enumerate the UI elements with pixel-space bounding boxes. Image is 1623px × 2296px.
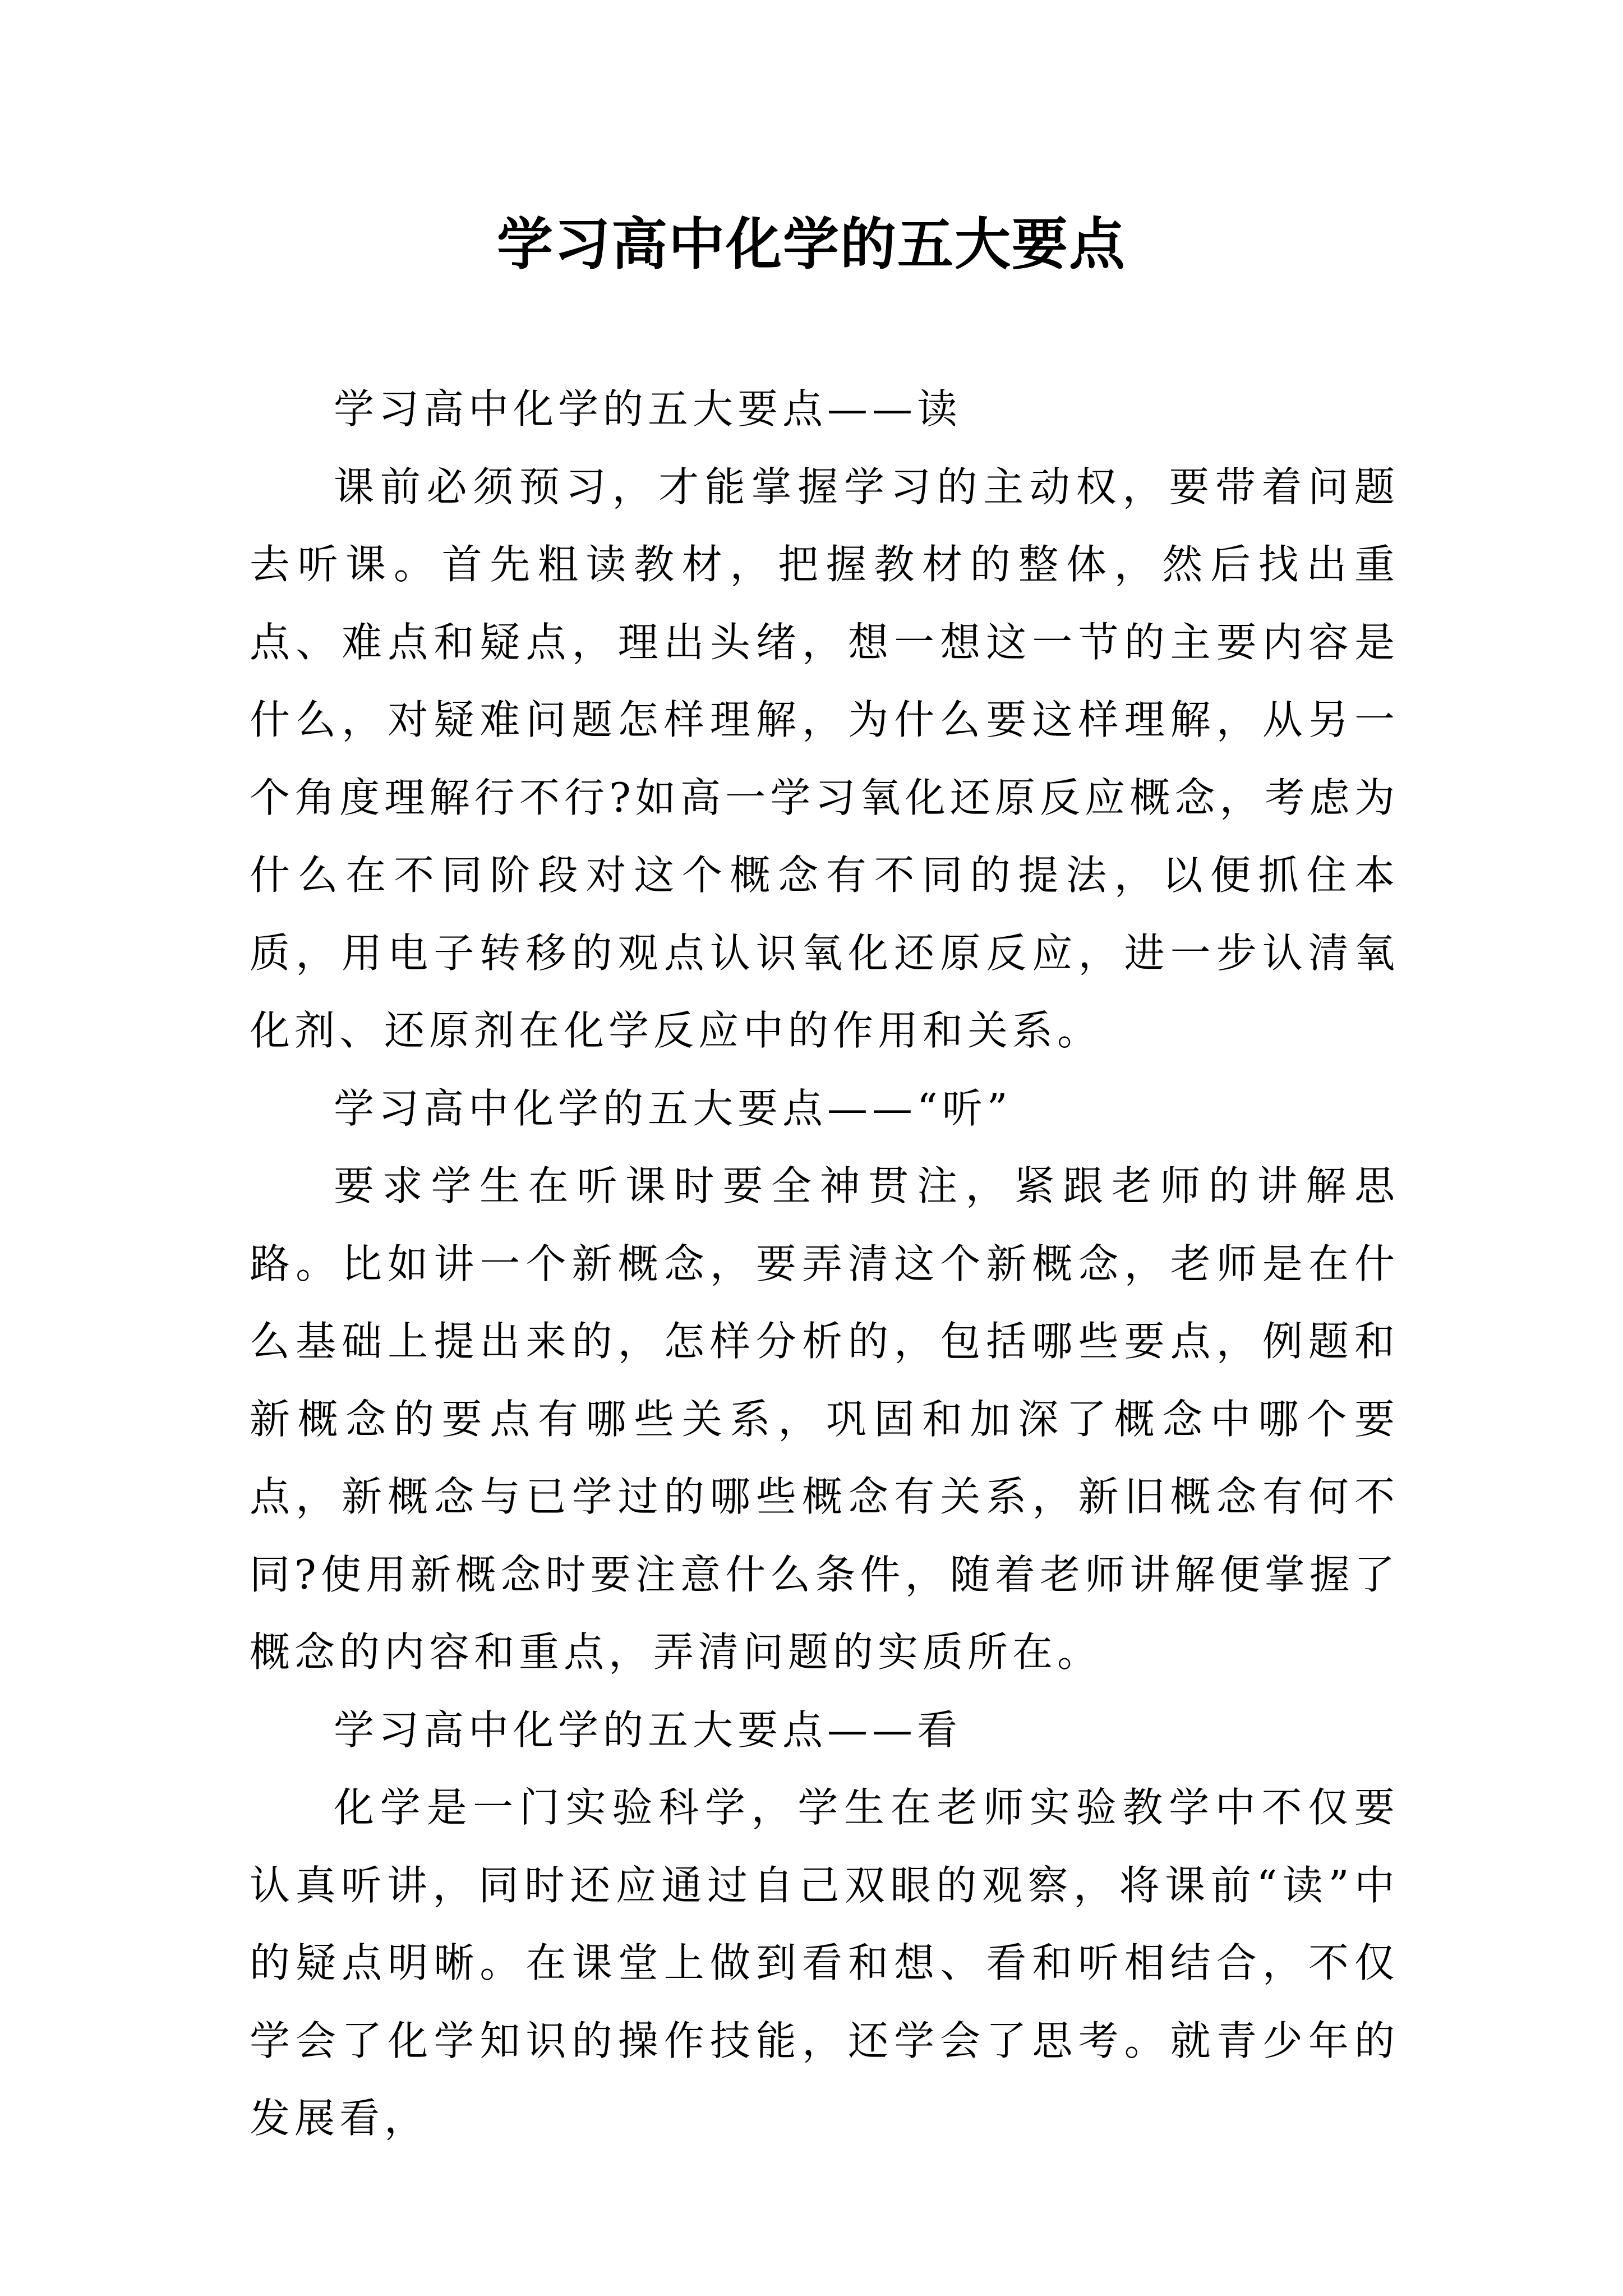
section-heading-read: 学习高中化学的五大要点——读 [334, 385, 962, 432]
paragraph-listen: 要求学生在听课时要全神贯注，紧跟老师的讲解思路。比如讲一个新概念，要弄清这个新概念，老师是在什么基础上提出来的，怎样分析的，包括哪些要点，例题和新概念的要点有哪些关系，巩固和加深了概念中哪个要点，新概念与已学过的哪些概念有关系，新旧概念有何不同?使用新概念时要注意什么条件，随着老师讲解便掌握了概念的内容和重点，弄清问题的实质所在。 [250, 1162, 1399, 1676]
document-body [250, 370, 1399, 2157]
document-title: 学习高中化学的五大要点 [497, 211, 1126, 277]
section-heading-listen: 学习高中化学的五大要点——“听” [334, 1084, 1012, 1132]
section-heading-look: 学习高中化学的五大要点——看 [334, 1706, 962, 1754]
paragraph-read: 课前必须预习，才能掌握学习的主动权，要带着问题去听课。首先粗读教材，把握教材的整体，然后找出重点、难点和疑点，理出头绪，想一想这一节的主要内容是什么，对疑难问题怎样理解，为什么要这样理解，从另一个角度理解行不行?如高一学习氧化还原反应概念，考虑为什么在不同阶段对这个概念有不同的提法，以便抓住本质，用电子转移的观点认识氧化还原反应，进一步认清氧化剂、还原剂在化学反应中的作用和关系。 [250, 463, 1399, 1054]
paragraph-look: 化学是一门实验科学，学生在老师实验教学中不仅要认真听讲，同时还应通过自己双眼的观察，将课前“读”中的疑点明晰。在课堂上做到看和想、看和听相结合，不仅学会了化学知识的操作技能，还学会了思考。就青少年的发展看， [250, 1784, 1399, 2142]
